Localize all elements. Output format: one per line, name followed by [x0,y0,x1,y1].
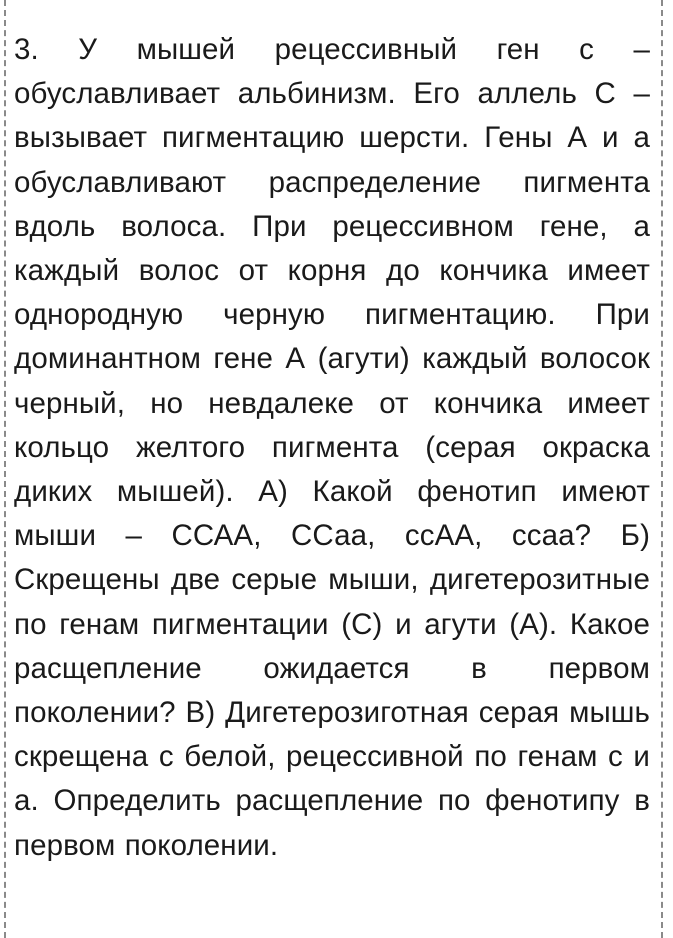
problem-text: 3. У мышей рецессивный ген с – обуславливает альбинизм. Его аллель С – вызывает пигментацию шерсти. Гены А и а обуславливают распределение пигмента вдоль волоса. При рецессивном гене, а каждый волос от корня до кончика имеет однородную черную пигментацию. При доминантном гене А (агути) каждый волосок черный, но невдалеке от кончика имеет кольцо желтого пигмента (серая окраска диких мышей). А) Какой фенотип имеют мыши – ССАА, ССаа, ссАА, ссаа? Б) Скрещены две серые мыши, дигетерозитные по генам пигментации (С) и агути (А). Какое расщепление ожидается в первом поколении? В) Дигетерозиготная серая мышь скрещена с белой, рецессивной по генам с и а. Определить расщепление по фенотипу в первом поколении. [14,33,650,862]
